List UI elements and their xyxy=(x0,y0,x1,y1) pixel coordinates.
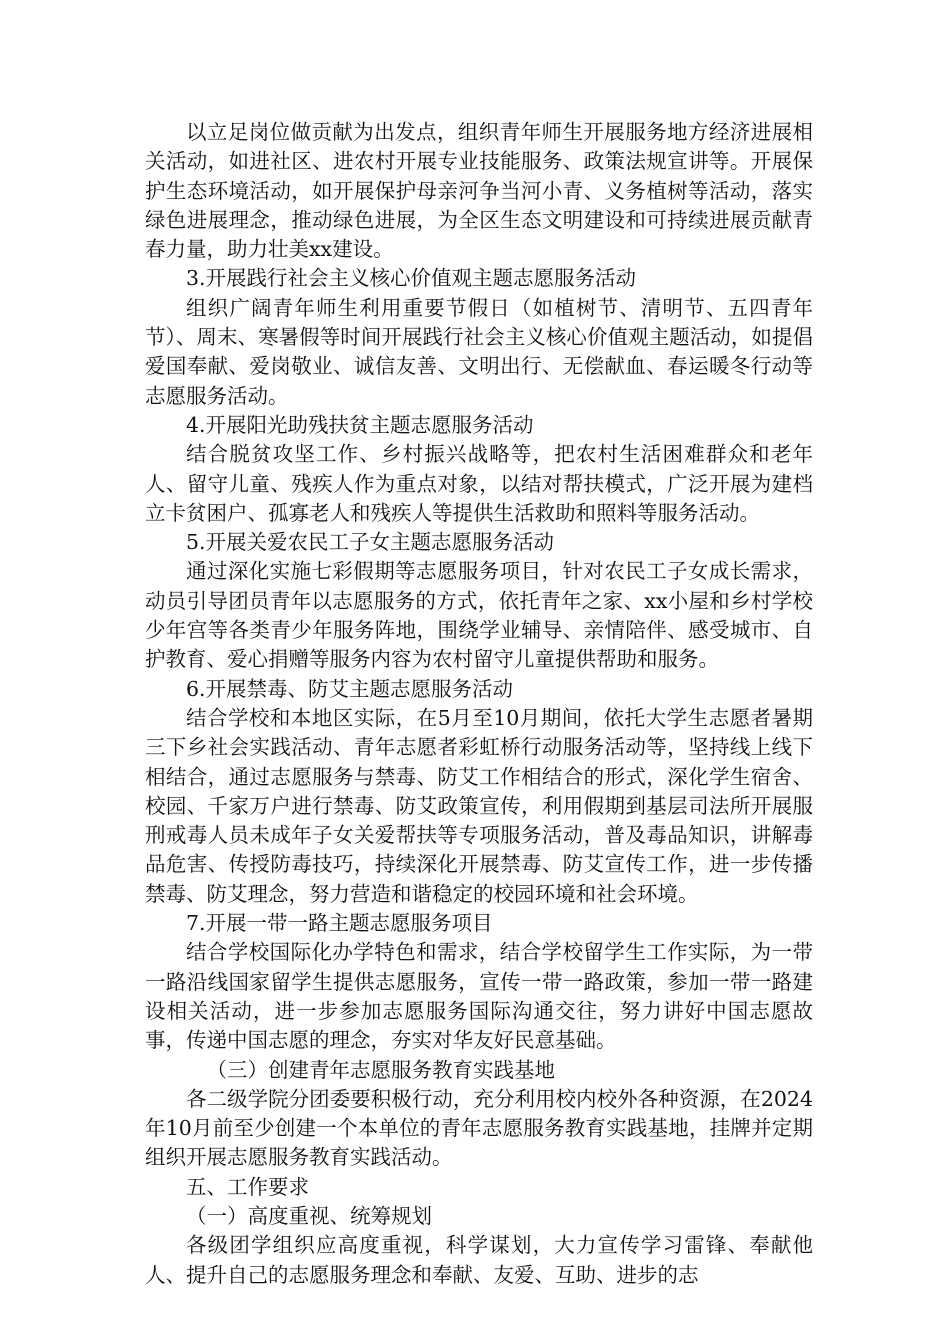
heading-core-values-activity: 3.开展践行社会主义核心价值观主题志愿服务活动 xyxy=(186,266,637,291)
heading-sunshine-assistance: 4.开展阳光助残扶贫主题志愿服务活动 xyxy=(186,412,534,437)
paragraph-practice-base: 各二级学院分团委要积极行动，充分利用校内校外各种资源，在2024年10月前至少创建一个本单位的青年志愿服务教育实践基地，挂牌并定期组织开展志愿服务教育实践活动。 xyxy=(145,1086,813,1170)
heading-work-requirements: 五、工作要求 xyxy=(186,1174,309,1199)
heading-migrant-children: 5.开展关爱农民工子女主题志愿服务活动 xyxy=(186,530,555,555)
heading-belt-and-road: 7.开展一带一路主题志愿服务项目 xyxy=(186,911,493,936)
heading-high-attention: （一）高度重视、统筹规划 xyxy=(186,1203,432,1228)
paragraph-core-values: 组织广阔青年师生利用重要节假日（如植树节、清明节、五四青年节）、周末、寒暑假等时间开展践行社会主义核心价值观主题活动，如提倡爱国奉献、爱岗敬业、诚信友善、文明出行、无偿献血、春运暖冬行动等志愿服务活动。 xyxy=(145,295,813,408)
paragraph-sunshine-assistance: 结合脱贫攻坚工作、乡村振兴战略等，把农村生活困难群众和老年人、留守儿童、残疾人作为重点对象，以结对帮扶模式，广泛开展为建档立卡贫困户、孤寡老人和残疾人等提供生活救助和照料等服务活动。 xyxy=(145,442,813,525)
heading-practice-base: （三）创建青年志愿服务教育实践基地 xyxy=(206,1057,555,1082)
heading-anti-drug-aids: 6.开展禁毒、防艾主题志愿服务活动 xyxy=(186,676,514,701)
paragraph-migrant-children: 通过深化实施七彩假期等志愿服务项目，针对农民工子女成长需求，动员引导团员青年以志愿服务的方式，依托青年之家、xx小屋和乡村学校少年宫等各类青少年服务阵地，围绕学业辅导、亲情陪伴、感受城市、自护教育、爱心捐赠等服务内容为农村留守儿童提供帮助和服务。 xyxy=(145,559,813,672)
document-page xyxy=(145,118,813,1290)
paragraph-local-economy-service: 以立足岗位做贡献为出发点，组织青年师生开展服务地方经济进展相关活动，如进社区、进农村开展专业技能服务、政策法规宣讲等。开展保护生态环境活动，如开展保护母亲河争当河小青、义务植树等活动，落实绿色进展理念，推动绿色进展，为全区生态文明建设和可持续进展贡献青春力量，助力壮美xx建设。 xyxy=(145,120,813,262)
paragraph-high-attention: 各级团学组织应高度重视，科学谋划，大力宣传学习雷锋、奉献他人、提升自己的志愿服务理念和奉献、友爱、互助、进步的志 xyxy=(145,1233,813,1287)
paragraph-anti-drug-aids: 结合学校和本地区实际，在5月至10月期间，依托大学生志愿者暑期三下乡社会实践活动、青年志愿者彩虹桥行动服务活动等，坚持线上线下相结合，通过志愿服务与禁毒、防艾工作相结合的形式，深化学生宿舍、校园、千家万户进行禁毒、防艾政策宣传，利用假期到基层司法所开展服刑戒毒人员未成年子女关爱帮扶等专项服务活动，普及毒品知识，讲解毒品危害、传授防毒技巧，持续深化开展禁毒、防艾宣传工作，进一步传播禁毒、防艾理念，努力营造和谐稳定的校园环境和社会环境。 xyxy=(145,705,813,906)
paragraph-belt-and-road: 结合学校国际化办学特色和需求，结合学校留学生工作实际，为一带一路沿线国家留学生提供志愿服务，宣传一带一路政策，参加一带一路建设相关活动，进一步参加志愿服务国际沟通交往，努力讲好中国志愿故事，传递中国志愿的理念，夯实对华友好民意基础。 xyxy=(145,940,813,1053)
